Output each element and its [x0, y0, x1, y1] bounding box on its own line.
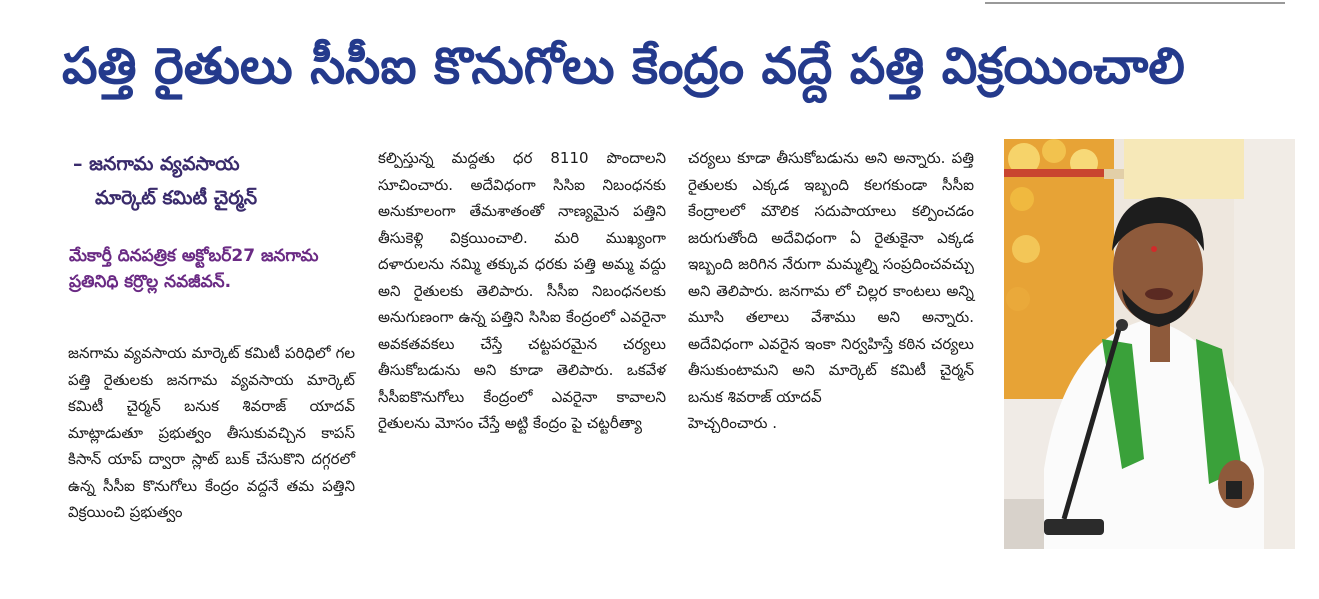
byline	[73, 147, 348, 215]
article-column-1	[68, 340, 355, 526]
article-column-3	[688, 145, 974, 437]
byline-line1: – జనగామ వ్యవసాయ	[73, 153, 240, 175]
article-column-2	[378, 145, 666, 437]
column-2-text: కల్పిస్తున్న మద్దతు ధర 8110 పొందాలని సూచించారు. అదేవిధంగా సిసిఐ నిబంధనకు అనుకూలంగా తేమశాతంతో నాణ్యమైన పత్తిని తీసుకెళ్లి విక్రయించాలి. మరి ముఖ్యంగా దళారులను నమ్మి తక్కువ ధరకు పత్తి అమ్మ వద్దు అని రైతులకు తెలిపారు. సీసీఐ నిబంధనలకు అనుగుణంగా ఉన్న పత్తిని సిసిఐ కేంద్రంలో ఎవరైనా అవకతవకలు చేస్తే చట్టపరమైన చర్యలు తీసుకోబడును అని కూడా తెలిపారు. ఒకవేళ సీసీఐకొనుగోలు కేంద్రంలో ఎవరైనా కావాలని రైతులను మోసం చేస్తే అట్టి కేంద్రం పై చట్టరీత్యా	[378, 149, 666, 432]
column-1-text: జనగామ వ్యవసాయ మార్కెట్ కమిటీ పరిధిలో గల పత్తి రైతులకు జనగామ వ్యవసాయ మార్కెట్ కమిటీ చైర్మన్ బనుక శివరాజ్ యాదవ్ మాట్లాడుతూ ప్రభుత్వం తీసుకువచ్చిన కాపస్ కిసాన్ యాప్ ద్వారా స్లాట్ బుక్ చేసుకొని దగ్గరలో ఉన్న సీసీఐ కొనుగోలు కేంద్రం వద్దనే తమ పత్తిని విక్రయించి ప్రభుత్వం	[68, 344, 355, 521]
headline: పత్తి రైతులు సీసీఐ కొనుగోలు కేంద్రం వద్దే పత్తి విక్రయించాలి	[62, 37, 1185, 95]
clipped-previous-text	[985, 0, 1285, 8]
chairman-photo	[1004, 139, 1295, 549]
column-3-text: చర్యలు కూడా తీసుకోబడును అని అన్నారు. పత్తి రైతులకు ఎక్కడ ఇబ్బంది కలగకుండా సీసీఐ కేంద్రాలలో మౌలిక సదుపాయాలు కల్పించడం జరుగుతోంది అదేవిధంగా ఏ రైతుకైనా ఎక్కడ ఇబ్బంది జరిగిన నేరుగా మమ్మల్ని సంప్రదించవచ్చు అని తెలిపారు. జనగామ లో చిల్లర కాంటలు అన్ని మూసి తలాలు వేశాము అని అన్నారు. అదేవిధంగా ఎవరైన ఇంకా నిర్వహిస్తే కఠిన చర్యలు తీసుకుంటామని అని మార్కెట్ కమిటీ చైర్మన్ బనుక శివరాజ్ యాదవ్	[688, 149, 974, 406]
chairman-photo-illustration	[1004, 139, 1295, 549]
column-3-closing: హెచ్చరించారు .	[688, 414, 777, 432]
dateline: మేకార్తీ దినపత్రిక అక్టోబర్27 జనగామ ప్రతినిధి కర్రొల్ల నవజీవన్.	[69, 246, 319, 292]
byline-line2: మార్కెట్ కమిటీ చైర్మన్	[95, 187, 258, 209]
